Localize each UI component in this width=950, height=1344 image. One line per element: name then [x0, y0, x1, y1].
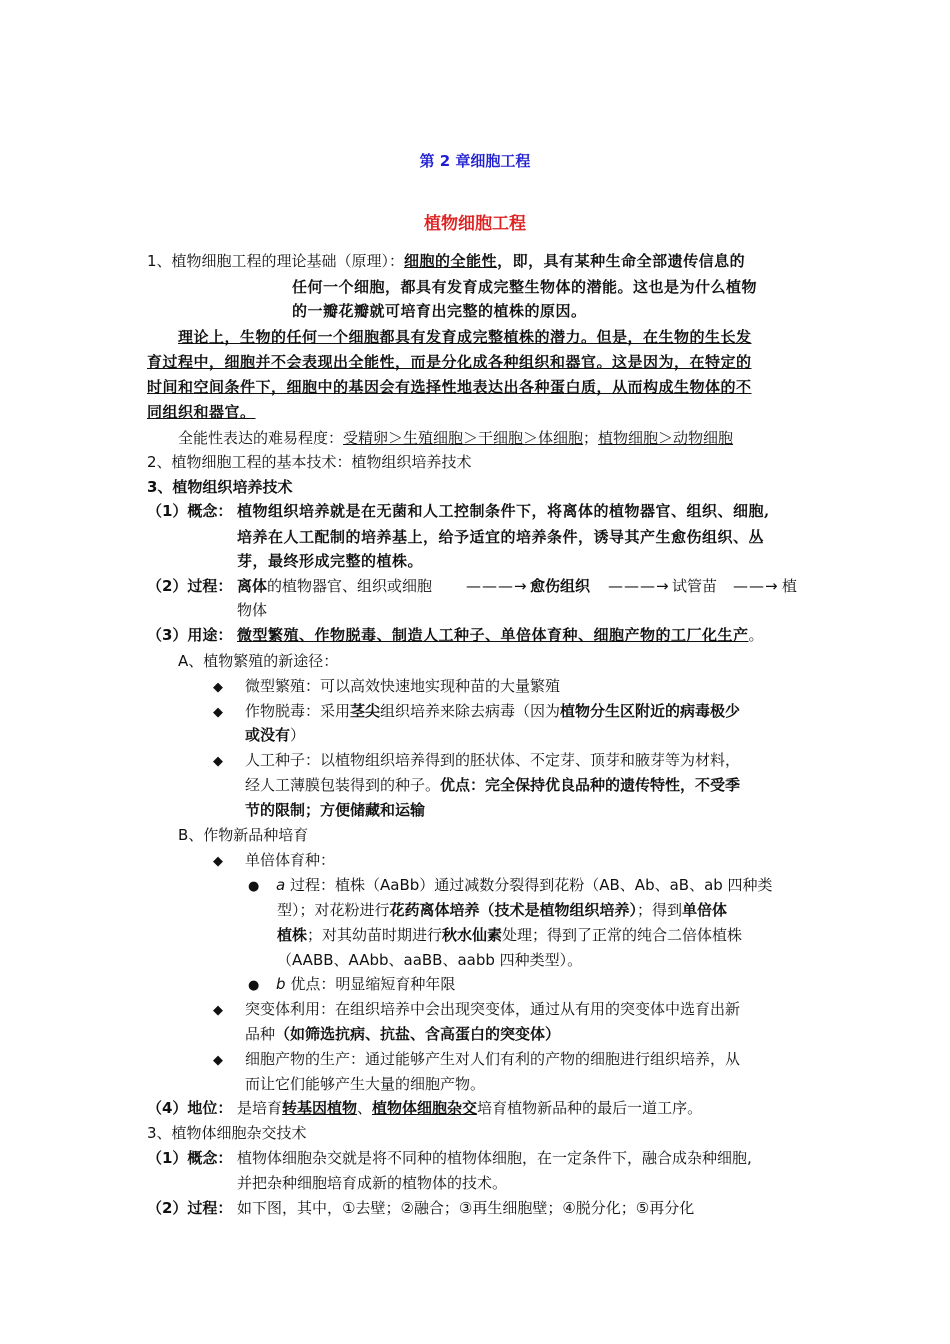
B2-item	[213, 998, 740, 1022]
B3-text-a: 细胞产物的生产：通过能够产生对人们有利的产物的细胞进行组织培养，从	[245, 1050, 741, 1068]
diamond-bullet-icon: ◆	[213, 680, 223, 695]
s4-process-label: （2）过程：	[147, 1199, 233, 1217]
s3-process-d2: 物体	[237, 601, 268, 619]
process-arrow-2: ———→	[608, 577, 670, 595]
s4-concept-a: 植物体细胞杂交就是将不同种的植物体细胞，在一定条件下，融合成杂种细胞,	[237, 1149, 752, 1167]
diamond-bullet-icon: ◆	[213, 1003, 223, 1018]
B1b-item	[248, 973, 455, 997]
s4-concept-b: 并把杂种细胞培育成新的植物体的技术。	[237, 1174, 508, 1192]
diamond-bullet-icon: ◆	[213, 1053, 223, 1068]
B2-text-b: 品种	[245, 1025, 276, 1043]
B2-text-c: （如筛选抗病、抗盐、含高蛋白的突变体）	[275, 1025, 561, 1043]
A2-text-b: 茎尖	[350, 702, 381, 720]
s3-concept-a: 植物组织培养就是在无菌和人工控制条件下，将离体的植物器官、组织、细胞,	[237, 502, 770, 520]
B1a-text-2: 型）；对花粉进行	[277, 901, 390, 919]
s3-concept-b: 培养在人工配制的培养基上，给予适宜的培养条件，诱导其产生愈伤组织、丛	[237, 528, 765, 546]
A2-item	[213, 700, 740, 724]
B1a-item	[248, 874, 773, 898]
A2-text-d: 植物分生区附近的病毒极少	[560, 702, 741, 720]
s3-A-heading: A、植物繁殖的新途径：	[178, 652, 339, 670]
s1-diff-1: 受精卵＞生殖细胞＞干细胞＞体细胞	[343, 429, 584, 447]
s4-process-text: 如下图，其中，①去壁；②融合；③再生细胞壁；④脱分化；⑤再分化	[237, 1199, 695, 1217]
s1-diff-2: 植物细胞＞动物细胞	[598, 429, 734, 447]
s1-diff-label: 全能性表达的难易程度：	[178, 429, 344, 447]
s2-text: 2、植物细胞工程的基本技术：植物组织培养技术	[147, 453, 472, 471]
s1-para-b: 育过程中，细胞并不会表现出全能性，而是分化成各种组织和器官。这是因为，在特定的	[147, 353, 752, 371]
process-arrow-1: ———→	[466, 577, 528, 595]
B1b-index: b	[276, 975, 286, 993]
dot-bullet-icon: ●	[248, 978, 260, 993]
A3-item-cont	[245, 774, 740, 796]
B1a-text-8: 秋水仙素	[442, 926, 503, 944]
s1-difficulty	[178, 427, 733, 449]
s3-pos-label: （4）地位：	[147, 1099, 233, 1117]
B1a-text-10: （AABB、AAbb、aaBB、aabb 四种类型）。	[277, 951, 583, 969]
diamond-bullet-icon: ◆	[213, 854, 223, 869]
s3-use-end: 。	[748, 626, 764, 644]
s4-heading: 3、植物体细胞杂交技术	[147, 1124, 307, 1142]
A2-text-e: 或没有	[245, 726, 291, 744]
s3-process-line	[237, 575, 432, 597]
A3-text-a: 人工种子：以植物组织培养得到的胚状体、不定芽、顶芽和腋芽等为材料，	[245, 751, 741, 769]
B2-item-cont	[245, 1023, 560, 1045]
A2-text-c: 组织培养来除去病毒（因为	[380, 702, 561, 720]
B2-text-a: 突变体利用：在组织培养中会出现突变体，通过从有用的突变体中选育出新	[245, 1000, 741, 1018]
diamond-bullet-icon: ◆	[213, 754, 223, 769]
s3-use-label: （3）用途：	[147, 626, 233, 644]
s1-def-a: ，即，具有某种生命全部遗传信息的	[497, 252, 746, 270]
s3-process-d1: 植	[782, 577, 798, 595]
s3-concept-c: 芽，最终形成完整的植株。	[237, 552, 424, 570]
s3-concept-label: （1）概念：	[147, 502, 233, 520]
A3-text-b: 经人工薄膜包装得到的种子。	[245, 776, 441, 794]
A2-item-cont	[245, 724, 305, 746]
B1a-text-3: 花药离体培养（技术是植物组织培养）	[389, 901, 638, 919]
B3-item	[213, 1048, 740, 1072]
s3-use-line	[237, 624, 764, 646]
B1a-line-3	[277, 924, 742, 946]
s1-term: 细胞的全能性	[404, 252, 498, 270]
B1a-text-1: 过程：植株（AaBb）通过减数分裂得到花粉（AB、Ab、aB、ab 四种类	[289, 876, 773, 894]
B1a-index: a	[276, 876, 286, 894]
A3-text-c: 优点：完全保持优良品种的遗传特性，不受季	[440, 776, 741, 794]
section-title: 植物细胞工程	[424, 214, 526, 234]
A2-text-a: 作物脱毒：采用	[245, 702, 351, 720]
s1-para-d: 同组织和器官。	[147, 403, 256, 421]
pos-text-a: 是培育	[237, 1099, 283, 1117]
B1-text: 单倍体育种：	[245, 851, 336, 869]
B1a-text-6: 植株	[277, 926, 308, 944]
s3-process-label: （2）过程：	[147, 577, 233, 595]
s4-concept-label: （1）概念：	[147, 1149, 233, 1167]
B1b-text: 优点：明显缩短育种年限	[290, 975, 456, 993]
s1-line-1	[147, 250, 745, 272]
s3-process-a1: 离体	[237, 577, 268, 595]
s1-diff-sep: ；	[583, 429, 599, 447]
s3-B-heading: B、作物新品种培育	[178, 826, 309, 844]
s1-def-c: 的一瓣花瓣就可培育出完整的植株的原因。	[292, 302, 587, 320]
s3-pos-line	[237, 1097, 702, 1119]
A3-item	[213, 749, 740, 773]
s1-def-b: 任何一个细胞，都具有发育成完整生物体的潜能。这也是为什么植物	[292, 278, 758, 296]
process-arrow-3: ——→	[733, 577, 779, 595]
B1a-text-4: ；得到	[637, 901, 683, 919]
s1-label: 1、植物细胞工程的理论基础（原理）：	[147, 252, 405, 270]
A3-text-d: 节的限制；方便储藏和运输	[245, 801, 426, 819]
pos-text-d: 植物体细胞杂交	[372, 1099, 478, 1117]
s3-use-text: 微型繁殖、作物脱毒、制造人工种子、单倍体育种、细胞产物的工厂化生产	[237, 626, 749, 644]
dot-bullet-icon: ●	[248, 879, 260, 894]
pos-text-b: 转基因植物	[282, 1099, 358, 1117]
diamond-bullet-icon: ◆	[213, 705, 223, 720]
s1-para-c: 时间和空间条件下，细胞中的基因会有选择性地表达出各种蛋白质，从而构成生物体的不	[147, 378, 752, 396]
s1-para-a: 理论上，生物的任何一个细胞都具有发育成完整植株的潜力。但是，在生物的生长发	[178, 328, 752, 346]
chapter-title: 第 2 章细胞工程	[419, 152, 531, 170]
A1-item	[213, 675, 560, 699]
A2-text-f: ）	[290, 726, 306, 744]
B1a-text-9: 处理；得到了正常的纯合二倍体植株	[502, 926, 743, 944]
s3-process-c: 试管苗	[672, 577, 718, 595]
s3-heading: 3、植物组织培养技术	[147, 478, 293, 496]
pos-text-c: 、	[357, 1099, 373, 1117]
s3-process-a2: 的植物器官、组织或细胞	[267, 577, 433, 595]
pos-text-e: 培育植物新品种的最后一道工序。	[477, 1099, 703, 1117]
B1a-text-5: 单倍体	[682, 901, 728, 919]
B1a-line-2	[277, 899, 727, 921]
s3-process-b: 愈伤组织	[530, 577, 591, 595]
B1a-text-7: ；对其幼苗时期进行	[307, 926, 443, 944]
B3-text-b: 而让它们能够产生大量的细胞产物。	[245, 1075, 486, 1093]
B1-item	[213, 849, 335, 873]
A1-text: 微型繁殖：可以高效快速地实现种苗的大量繁殖	[245, 677, 561, 695]
